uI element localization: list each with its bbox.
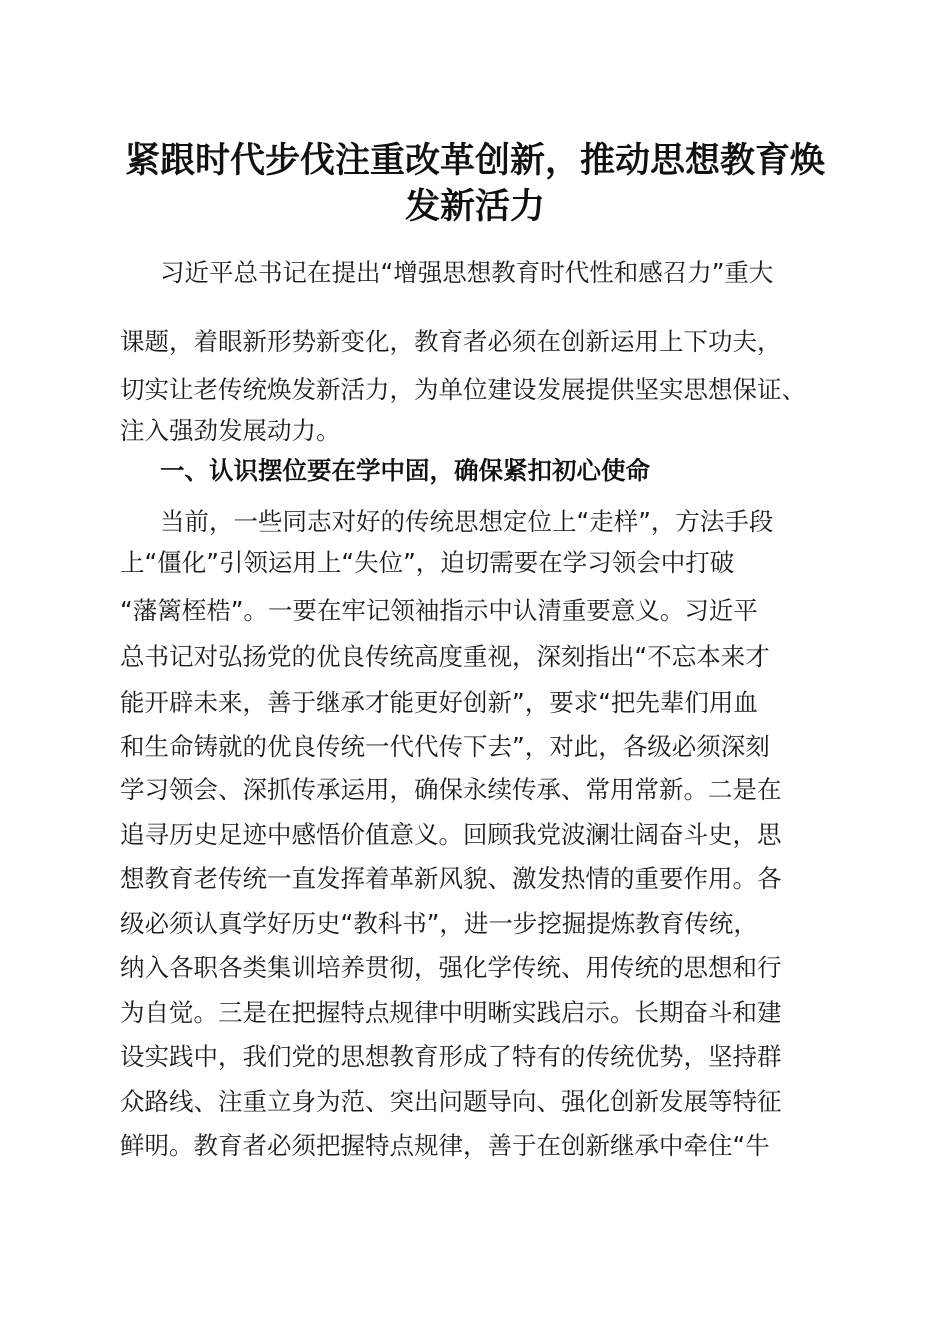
body-paragraph-line: 想教育老传统一直发挥着革新风貌、激发热情的重要作用。各 — [120, 864, 782, 893]
body-paragraph-line: 级必须认真学好历史“教科书”，进一步挖掘提炼教育传统， — [120, 909, 758, 938]
section-heading: 一、认识摆位要在学中固，确保紧扣初心使命 — [160, 456, 650, 485]
intro-paragraph-line: 切实让老传统焕发新活力，为单位建设发展提供坚实思想保证、 — [120, 375, 806, 404]
intro-paragraph-line: 课题，着眼新形势新变化，教育者必须在创新运用上下功夫， — [120, 327, 782, 356]
intro-paragraph-line: 注入强劲发展动力。 — [120, 416, 341, 445]
body-paragraph-line: 纳入各职各类集训培养贯彻，强化学传统、用传统的思想和行 — [120, 953, 782, 982]
document-title-line-1: 紧跟时代步伐注重改革创新，推动思想教育焕 — [124, 140, 825, 181]
body-paragraph-line: 学习领会、深抓传承运用，确保永续传承、常用常新。二是在 — [120, 775, 782, 804]
body-paragraph-line: 上“僵化”引领运用上“失位”，迫切需要在学习领会中打破 — [120, 548, 735, 577]
body-paragraph-line: 能开辟未来，善于继承才能更好创新”，要求“把先辈们用血 — [120, 688, 758, 717]
body-paragraph-line: 当前，一些同志对好的传统思想定位上“走样”，方法手段 — [160, 507, 774, 536]
body-paragraph-line: 为自觉。三是在把握特点规律中明晰实践启示。长期奋斗和建 — [120, 998, 782, 1027]
body-paragraph-line: 和生命铸就的优良传统一代代传下去”，对此，各级必须深刻 — [120, 732, 770, 761]
body-paragraph-line: 追寻历史足迹中感悟价值意义。回顾我党波澜壮阔奋斗史，思 — [120, 820, 782, 849]
body-paragraph-line: 总书记对弘扬党的优良传统高度重视，深刻指出“不忘本来才 — [120, 642, 770, 671]
body-paragraph-line: “藩篱桎梏”。一要在牢记领袖指示中认清重要意义。习近平 — [120, 596, 758, 625]
body-paragraph-line: 众路线、注重立身为范、突出问题导向、强化创新发展等特征 — [120, 1087, 782, 1116]
intro-paragraph-line: 习近平总书记在提出“增强思想教育时代性和感召力”重大 — [160, 258, 774, 287]
body-paragraph-line: 设实践中，我们党的思想教育形成了特有的传统优势，坚持群 — [120, 1042, 782, 1071]
body-paragraph-line: 鲜明。教育者必须把握特点规律，善于在创新继承中牵住“牛 — [120, 1131, 770, 1160]
document-title-line-2: 发新活力 — [404, 186, 545, 227]
